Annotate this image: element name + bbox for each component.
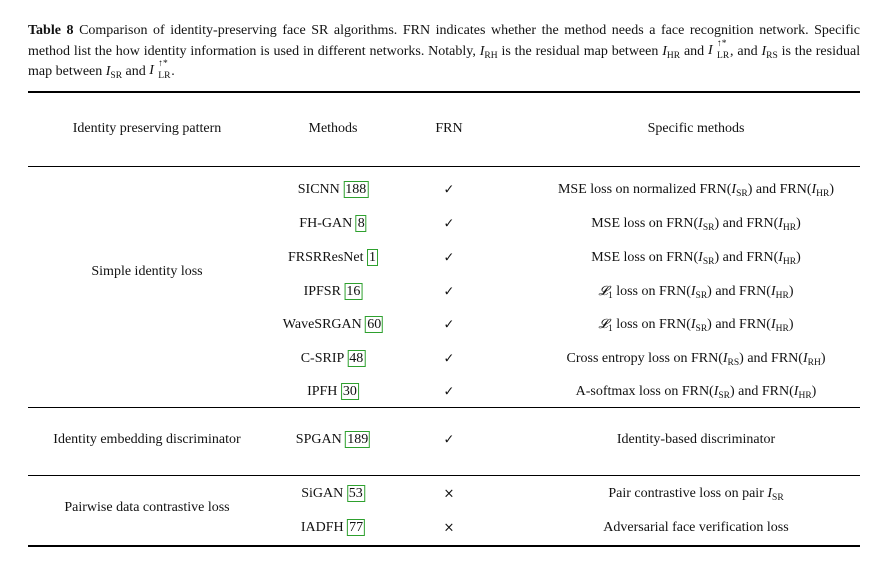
citation-link[interactable]: 60 xyxy=(367,317,382,332)
caption-text: is the residual map between xyxy=(28,43,861,79)
method-cell xyxy=(304,284,363,300)
caption-lr-var: I ↑* LR xyxy=(708,38,730,61)
caption-lr-var: I ↑* LR xyxy=(149,59,171,81)
check-icon: ✓ xyxy=(443,317,455,333)
caption-var: I xyxy=(761,43,767,59)
l1-symbol: 𝓛 xyxy=(598,284,608,299)
specific-method-cell: Cross entropy loss on $FRN(I_{RS})$ and $FRN(I_{RH})$ xyxy=(566,351,826,368)
method-cell xyxy=(307,384,359,400)
group-pattern-simple: Simple identity loss xyxy=(91,264,203,279)
citation-link[interactable]: 77 xyxy=(349,520,364,535)
check-icon: ✓ xyxy=(443,216,455,232)
method-cell xyxy=(299,216,366,232)
group-rule-1 xyxy=(28,407,860,408)
specific-method-cell: MSE loss on $FRN(I_{SR})$ and $FRN(I_{HR})$ xyxy=(591,250,801,267)
method-name: FRSRResNet xyxy=(288,250,367,265)
cross-icon: × xyxy=(443,520,455,536)
caption-sub: RH xyxy=(484,50,498,61)
group-pattern-pairwise: Pairwise data contrastive loss xyxy=(64,500,230,515)
method-cell xyxy=(296,432,370,448)
check-icon: ✓ xyxy=(443,384,455,400)
caption-sub: SR xyxy=(110,71,123,81)
method-cell xyxy=(288,250,378,266)
table-label: Table 8 xyxy=(28,23,74,38)
method-cell xyxy=(298,182,369,198)
specific-method-cell: MSE loss on normalized $FRN(I_{SR})$ and $FRN(I_{HR})$ xyxy=(557,182,835,199)
specific-method-cell: Pair contrastive loss on pair $I_{SR}$ xyxy=(608,486,784,503)
caption-text: and xyxy=(125,64,146,79)
citation-link[interactable]: 1 xyxy=(368,250,376,265)
method-cell xyxy=(301,486,365,502)
caption-text: , and xyxy=(730,43,758,59)
top-rule xyxy=(28,91,860,93)
method-name: IPFH xyxy=(307,384,341,399)
method-cell xyxy=(301,351,366,367)
header-pattern: Identity preserving pattern xyxy=(72,121,222,136)
caption-var: I xyxy=(662,43,667,59)
specific-method-cell: 𝓛$_1$ loss on $FRN(I_{SR})$ and $FRN(I_{HR})$ xyxy=(598,284,794,301)
caption-text: and xyxy=(683,43,705,59)
method-name: IPFSR xyxy=(303,284,345,299)
specific-method-cell: A-softmax loss on $FRN(I_{SR})$ and $FRN(I_{HR})$ xyxy=(575,384,817,401)
check-icon: ✓ xyxy=(443,182,455,198)
method-name: IADFH xyxy=(300,520,348,535)
method-name: SPGAN xyxy=(295,432,346,447)
specific-method-cell: Adversarial face verification loss xyxy=(603,520,789,535)
check-icon: ✓ xyxy=(443,250,455,266)
check-icon: ✓ xyxy=(443,432,455,448)
header-methods: Methods xyxy=(308,121,358,136)
caption-text: Comparison of identity-preserving face SR algorithms. FRN indicates whether the method needs a face recognition network. Specific method list the how identity information is used in different networks. Notably, xyxy=(28,23,860,59)
citation-link[interactable]: 188 xyxy=(345,182,367,197)
method-name: FH-GAN xyxy=(299,216,356,231)
caption-var: I xyxy=(105,64,111,79)
check-icon: ✓ xyxy=(443,351,455,367)
cross-icon: × xyxy=(443,486,455,502)
group-pattern-embedding: Identity embedding discriminator xyxy=(53,432,241,447)
method-name: SICNN xyxy=(297,182,344,197)
method-name: WaveSRGAN xyxy=(282,317,366,332)
bottom-rule xyxy=(28,545,860,547)
specific-method-cell: MSE loss on $FRN(I_{SR})$ and $FRN(I_{HR})$ xyxy=(591,216,801,233)
caption-sub: RS xyxy=(766,50,778,61)
caption-text: is the residual map between xyxy=(501,43,659,59)
header-rule xyxy=(28,166,860,167)
group-rule-2 xyxy=(28,475,860,476)
method-name: SiGAN xyxy=(301,486,347,501)
method-name: C-SRIP xyxy=(300,351,348,366)
method-cell xyxy=(283,317,383,333)
citation-link[interactable]: 189 xyxy=(347,432,369,447)
header-specific: Specific methods xyxy=(647,121,745,136)
citation-link[interactable]: 48 xyxy=(349,351,364,366)
caption-sub: HR xyxy=(666,50,681,61)
caption-var: I xyxy=(479,43,485,59)
specific-method-cell: Identity-based discriminator xyxy=(616,432,776,447)
method-cell xyxy=(301,520,365,536)
table-caption: Table 8 Comparison of identity-preserving face SR algorithms. FRN indicates whether the method needs a face recognition network. Specific method list the how identity information is used in different networks. Notably, $I_{RH}$ is the residual map between $I_{HR}$ and I ↑* LR , and $I_{RS}$ is the residual map between $I_{SR}$ and I ↑* LR . xyxy=(28,23,861,81)
citation-link[interactable]: 8 xyxy=(357,216,365,231)
citation-link[interactable]: 16 xyxy=(346,284,361,299)
header-frn: FRN xyxy=(435,121,463,136)
l1-symbol: 𝓛 xyxy=(598,317,608,332)
citation-link[interactable]: 53 xyxy=(348,486,363,501)
specific-method-cell: 𝓛$_1$ loss on $FRN(I_{SR})$ and $FRN(I_{HR})$ xyxy=(598,317,794,334)
citation-link[interactable]: 30 xyxy=(342,384,357,399)
check-icon: ✓ xyxy=(443,284,455,300)
